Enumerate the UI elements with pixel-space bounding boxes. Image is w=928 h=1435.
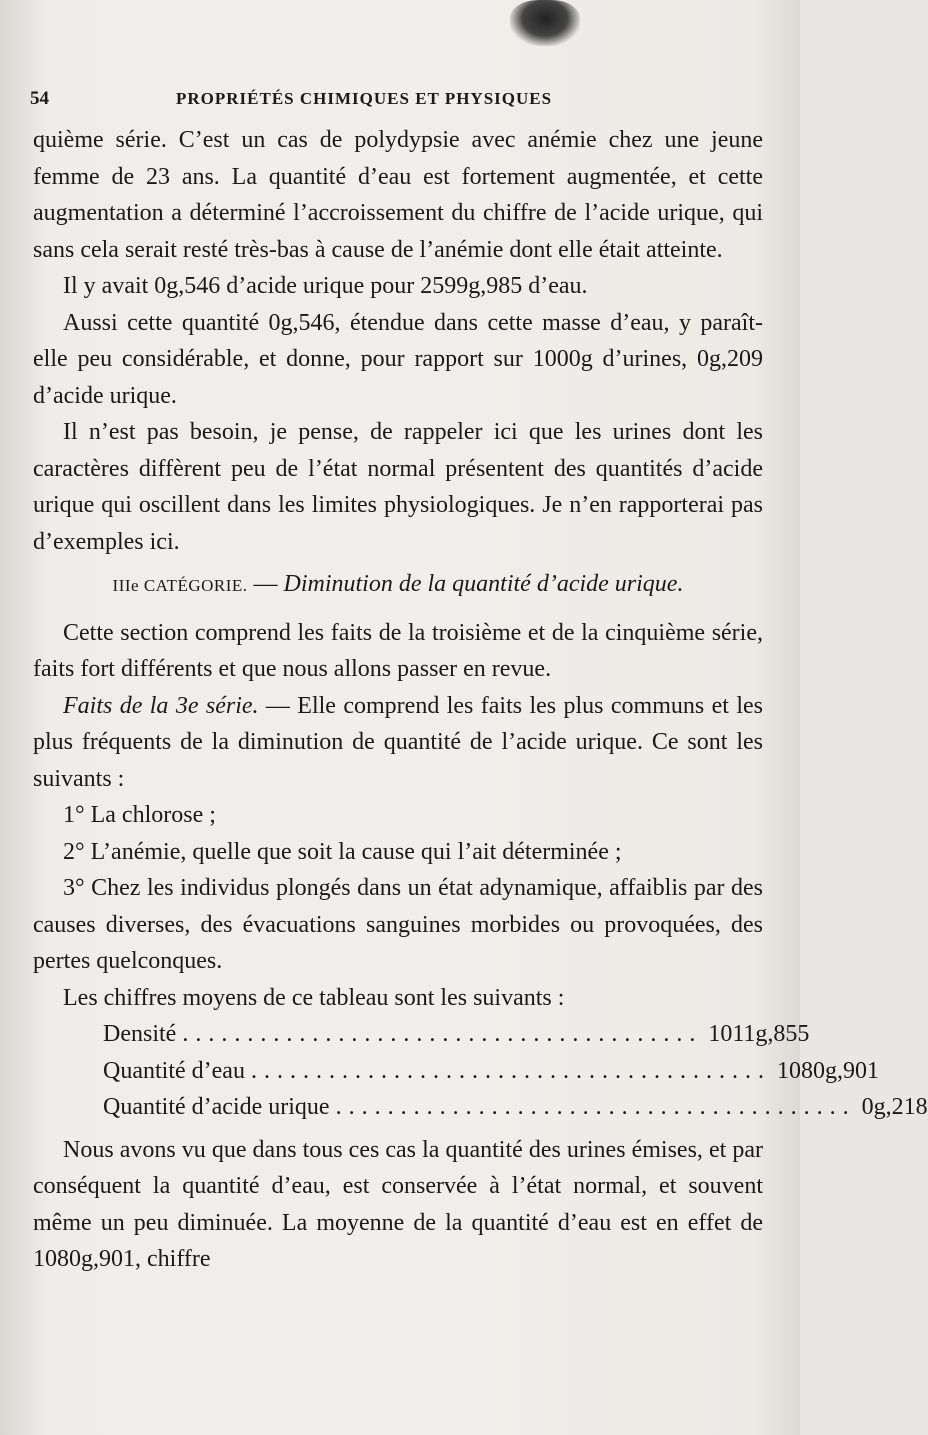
list-item: 1° La chlorose ; <box>63 802 216 828</box>
body-text <box>33 122 928 1278</box>
paragraph: Aussi cette quantité 0g,546, étendue dans cette masse d’eau, y paraît-elle peu considérable, et donne, pour rapport sur 1000g d’urines, 0g,209 d’acide urique. <box>33 309 763 409</box>
ink-smudge <box>510 0 580 46</box>
table-row <box>103 1089 928 1126</box>
paragraph: quième série. C’est un cas de polydypsie avec anémie chez une jeune femme de 23 ans. La quantité d’eau est fortement augmentée, et cette augmentation a déterminé l’accroissement du chiffre de l’acide urique, qui sans cela serait resté très-bas à cause de l’anémie dont elle était atteinte. <box>33 127 763 263</box>
table-value: 0g,218 <box>861 1094 928 1120</box>
list-item: 2° L’anémie, quelle que soit la cause qui l’ait déterminée ; <box>63 838 622 865</box>
leader-dots: ........................................ <box>182 1021 703 1047</box>
leader-dots: ........................................ <box>250 1057 771 1084</box>
running-title: PROPRIÉTÉS CHIMIQUES ET PHYSIQUES <box>176 89 553 108</box>
averages-table <box>33 1016 928 1126</box>
paragraph: Il y avait 0g,546 d’acide urique pour 2599g,985 d’eau. <box>63 273 588 299</box>
category-dash: — <box>247 571 284 597</box>
paragraph: Il n’est pas besoin, je pense, de rappeler ici que les urines dont les caractères diffèrent peu de l’état normal présentent des quantités d’acide urique qui oscillent dans les limites physiologiques. Je n’en rapporterai pas d’exemples ici. <box>33 419 763 555</box>
series-text: — Elle comprend les faits les plus communs et les plus fréquents de la diminution de quantité de l’acide urique. Ce sont les suivants : <box>33 692 763 792</box>
page-number: 54 <box>30 88 49 109</box>
paragraph: Les chiffres moyens de ce tableau sont les suivants : <box>63 984 565 1011</box>
paragraph: Cette section comprend les faits de la troisième et de la cinquième série, faits fort différents et que nous allons passer en revue. <box>33 619 763 682</box>
category-heading <box>33 566 763 605</box>
series-lead: Faits de la 3e série. <box>63 692 259 719</box>
list-item: 3° Chez les individus plongés dans un état adynamique, affaiblis par des causes diverses, des évacuations sanguines morbides ou provoquées, des pertes quelconques. <box>33 875 763 974</box>
table-value: 1011g,855 <box>708 1021 810 1047</box>
running-header <box>30 88 770 112</box>
paragraph: Nous avons vu que dans tous ces cas la quantité des urines émises, et par conséquent la quantité d’eau, est conservée à l’état normal, et souvent même un peu diminuée. La moyenne de la quantité d’eau est en effet de 1080g,901, chiffre <box>33 1136 763 1272</box>
table-label: Quantité d’eau <box>103 1057 245 1084</box>
table-row <box>103 1016 810 1053</box>
category-title: Diminution de la quantité d’acide urique. <box>283 571 684 597</box>
paragraph <box>33 688 763 798</box>
table-value: 1080g,901 <box>776 1057 879 1084</box>
category-label: IIIe CATÉGORIE. <box>112 576 248 595</box>
table-label: Densité <box>103 1021 177 1047</box>
leader-dots: ........................................ <box>335 1094 856 1120</box>
table-label: Quantité d’acide urique <box>103 1094 330 1120</box>
table-row <box>103 1053 879 1090</box>
